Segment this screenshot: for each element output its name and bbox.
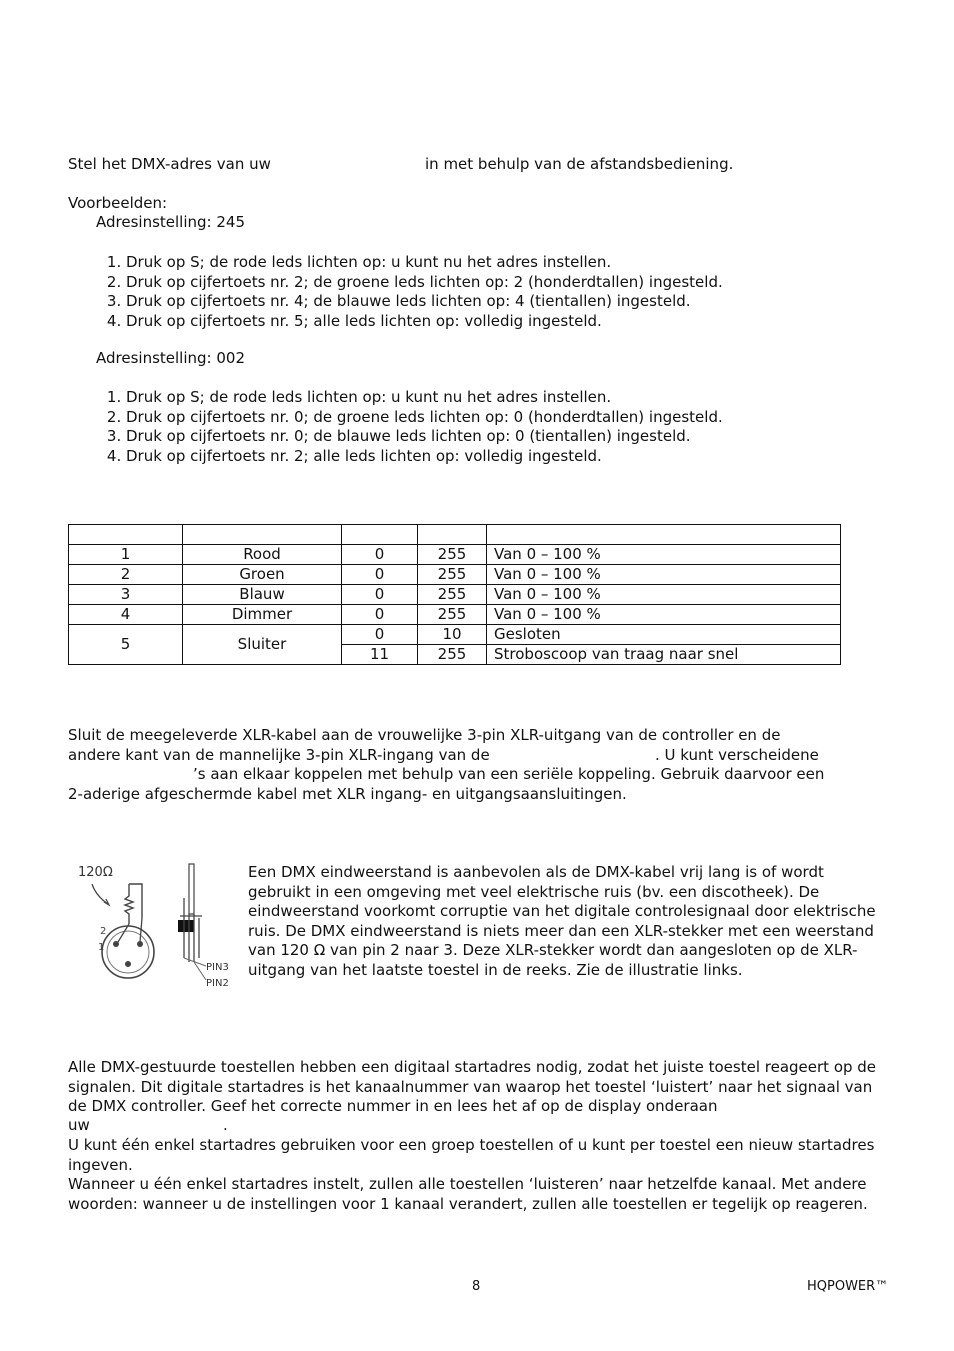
value-to: 255 [418, 645, 487, 665]
value-to: 10 [418, 625, 487, 645]
channel-function: Groen [183, 565, 342, 585]
xlr-terminator-drawing [72, 858, 240, 993]
step-item: 2. Druk op cijfertoets nr. 0; de groene leds lichten op: 0 (honderdtallen) ingesteld. [126, 408, 723, 428]
table-header-cell [69, 525, 183, 545]
channel-function: Blauw [183, 585, 342, 605]
value-from: 0 [342, 585, 418, 605]
connection-line-3: ’s aan elkaar koppelen met behulp van een seriële koppeling. Gebruik daarvoor een [193, 765, 825, 783]
value-to: 255 [418, 585, 487, 605]
pin-2-label: 2 [100, 926, 107, 937]
dmx-terminator-illustration [72, 858, 240, 993]
step-item: 3. Druk op cijfertoets nr. 0; de blauwe leds lichten op: 0 (tientallen) ingesteld. [126, 427, 723, 447]
table-header-cell [487, 525, 841, 545]
step-item: 1. Druk op S; de rode leds lichten op: u kunt nu het adres instellen. [126, 388, 723, 408]
connection-line-2-end: . U kunt verscheidene [655, 746, 819, 764]
pin2-label: PIN2 [206, 978, 229, 989]
brand-footer: HQPOWER™ [807, 1279, 889, 1294]
value-to: 255 [418, 605, 487, 625]
table-row [69, 625, 841, 645]
resistor-value-label: 120Ω [78, 865, 113, 880]
table-header-cell [418, 525, 487, 545]
step-item: 1. Druk op S; de rode leds lichten op: u kunt nu het adres instellen. [126, 253, 723, 273]
intro-text-start: Stel het DMX-adres van uw [68, 155, 271, 173]
value-to: 255 [418, 545, 487, 565]
address-paragraph-1-end-start: uw [68, 1116, 90, 1134]
value-description: Van 0 – 100 % [487, 605, 841, 625]
connection-line-2-start: andere kant van de mannelijke 3-pin XLR-ingang van de [68, 746, 490, 764]
channel-number: 3 [69, 585, 183, 605]
address-paragraph-3: Wanneer u één enkel startadres instelt, zullen alle toestellen ‘luisteren’ naar hetzelfde kanaal. Met andere woorden: wanneer u de instellingen voor 1 kanaal verandert, zullen alle toestellen er tegelijk op reageren. [68, 1175, 868, 1213]
channel-number: 2 [69, 565, 183, 585]
channel-number: 4 [69, 605, 183, 625]
channel-function: Rood [183, 545, 342, 565]
page-number: 8 [472, 1279, 481, 1294]
address-paragraph-1: Alle DMX-gestuurde toestellen hebben een digitaal startadres nodig, zodat het juiste toestel reageert op de signalen. Dit digitale startadres is het kanaalnummer van waarop het toestel ‘luistert’ naar het signaal van de DMX controller. Geef het correcte nummer in en lees het af op de display onderaan [68, 1058, 877, 1115]
step-item: 2. Druk op cijfertoets nr. 2; de groene leds lichten op: 2 (honderdtallen) ingesteld. [126, 273, 723, 293]
value-from: 0 [342, 545, 418, 565]
pin-1-label: 1 [98, 942, 105, 953]
connection-line-4: 2-aderige afgeschermde kabel met XLR ingang- en uitgangsaansluitingen. [68, 785, 627, 803]
value-to: 255 [418, 565, 487, 585]
table-header-cell [183, 525, 342, 545]
value-from: 11 [342, 645, 418, 665]
value-description: Van 0 – 100 % [487, 585, 841, 605]
address-paragraph-1-end-period: . [223, 1116, 228, 1134]
example-1-steps [96, 253, 723, 331]
value-description: Van 0 – 100 % [487, 545, 841, 565]
table-row [69, 585, 841, 605]
terminator-description: Een DMX eindweerstand is aanbevolen als de DMX-kabel vrij lang is of wordt gebruikt in een omgeving met veel elektrische ruis (bv. een discotheek). De eindweerstand voorkomt corruptie van het digitale controlesignaal door elektrische ruis. De DMX eindweerstand is niets meer dan een XLR-stekker met een weerstand van 120 Ω van pin 2 naar 3. Deze XLR-stekker wordt dan aangesloten op de XLR-uitgang van het laatste toestel in de reeks. Zie de illustratie links. [248, 863, 876, 979]
dmx-channel-table [68, 524, 841, 665]
example-2-steps [96, 388, 723, 466]
table-row [69, 605, 841, 625]
pin3-label: PIN3 [206, 962, 229, 973]
value-description: Stroboscoop van traag naar snel [487, 645, 841, 665]
channel-function: Sluiter [183, 625, 342, 665]
example-2-title: Adresinstelling: 002 [96, 349, 245, 367]
examples-label: Voorbeelden: [68, 194, 168, 212]
address-paragraph-2: U kunt één enkel startadres gebruiken voor een groep toestellen of u kunt per toestel een nieuw startadres ingeven. [68, 1136, 875, 1174]
value-from: 0 [342, 565, 418, 585]
channel-number: 5 [69, 625, 183, 665]
step-item: 4. Druk op cijfertoets nr. 2; alle leds lichten op: volledig ingesteld. [126, 447, 723, 467]
value-from: 0 [342, 605, 418, 625]
channel-number: 1 [69, 545, 183, 565]
table-row [69, 565, 841, 585]
value-description: Gesloten [487, 625, 841, 645]
step-item: 4. Druk op cijfertoets nr. 5; alle leds lichten op: volledig ingesteld. [126, 312, 723, 332]
table-header-cell [342, 525, 418, 545]
connection-line-1: Sluit de meegeleverde XLR-kabel aan de vrouwelijke 3-pin XLR-uitgang van de controller en de [68, 726, 781, 744]
step-item: 3. Druk op cijfertoets nr. 4; de blauwe leds lichten op: 4 (tientallen) ingesteld. [126, 292, 723, 312]
value-from: 0 [342, 625, 418, 645]
channel-function: Dimmer [183, 605, 342, 625]
value-description: Van 0 – 100 % [487, 565, 841, 585]
example-1-title: Adresinstelling: 245 [96, 213, 245, 231]
intro-text-end: in met behulp van de afstandsbediening. [425, 155, 734, 173]
table-row [69, 545, 841, 565]
table-header-row [69, 525, 841, 545]
